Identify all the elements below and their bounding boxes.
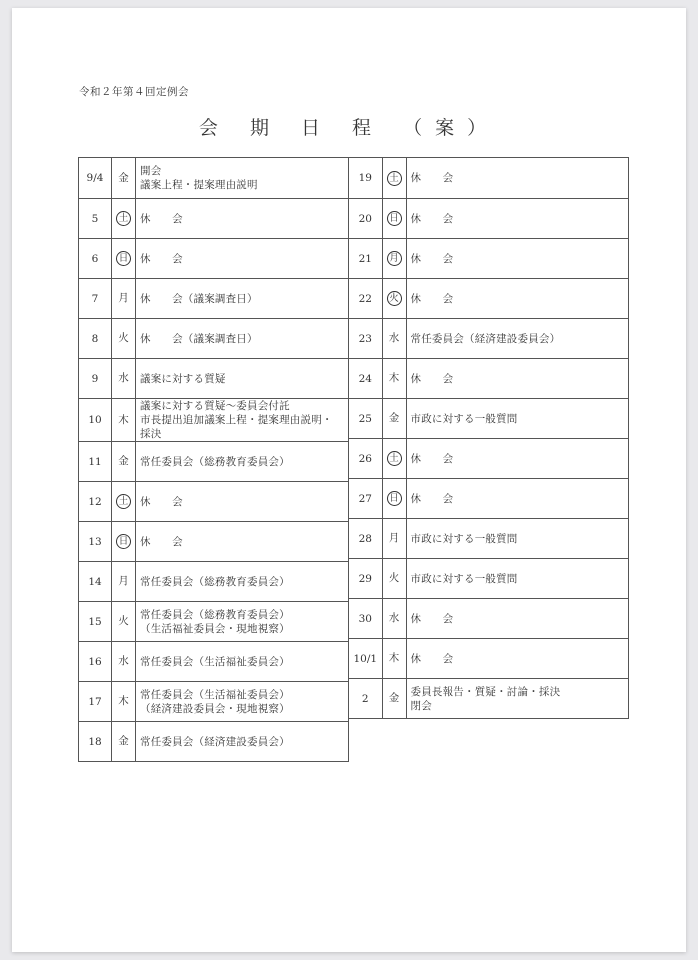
day-cell: 14 xyxy=(79,562,112,602)
event-text: 常任委員会（総務教育委員会） xyxy=(140,455,290,468)
holiday-weekday-mark: 土 xyxy=(116,494,131,509)
weekday-cell xyxy=(382,519,406,559)
weekday-label: 水 xyxy=(388,332,400,344)
schedule-row xyxy=(349,479,629,519)
day-cell: 19 xyxy=(349,158,382,199)
schedule-row xyxy=(349,199,629,239)
event-cell xyxy=(406,319,629,359)
weekday-cell xyxy=(382,559,406,599)
weekday-label: 木 xyxy=(388,652,400,664)
event-cell xyxy=(406,439,629,479)
event-text: 常任委員会（経済建設委員会） xyxy=(410,332,561,345)
weekday-cell xyxy=(382,199,406,239)
weekday-cell xyxy=(112,442,136,482)
event-cell xyxy=(406,359,629,399)
day-cell: 24 xyxy=(349,359,382,399)
holiday-weekday-mark: 月 xyxy=(387,251,402,266)
event-text: 休 会 xyxy=(410,492,454,505)
event-text: 開会 xyxy=(140,165,162,177)
weekday-label: 金 xyxy=(388,412,400,424)
schedule-row xyxy=(79,199,349,239)
holiday-weekday-mark: 土 xyxy=(387,451,402,466)
schedule-row xyxy=(79,642,349,682)
event-text: （経済建設委員会・現地視察） xyxy=(140,702,290,715)
weekday-label: 水 xyxy=(118,372,129,384)
schedule-row xyxy=(79,522,349,562)
event-text: 休 会 xyxy=(140,212,183,225)
day-cell: 27 xyxy=(349,479,382,519)
session-label: 令和２年第４回定例会 xyxy=(79,86,189,98)
weekday-cell xyxy=(112,482,136,522)
schedule-table-left xyxy=(78,157,349,762)
weekday-cell xyxy=(112,602,136,642)
event-cell xyxy=(406,158,629,199)
event-cell xyxy=(136,199,349,239)
weekday-cell xyxy=(112,522,136,562)
event-cell xyxy=(136,239,349,279)
weekday-cell xyxy=(112,722,136,762)
weekday-cell xyxy=(382,479,406,519)
day-cell: 20 xyxy=(349,199,382,239)
event-text: 休 会 xyxy=(410,172,454,184)
weekday-cell xyxy=(382,279,406,319)
weekday-cell xyxy=(112,562,136,602)
day-cell: 26 xyxy=(349,439,382,479)
weekday-label: 金 xyxy=(118,455,129,467)
event-cell xyxy=(136,279,349,319)
schedule-row xyxy=(349,319,629,359)
event-cell xyxy=(406,399,629,439)
day-cell: 10 xyxy=(79,399,112,442)
schedule-row xyxy=(79,682,349,722)
event-text: 常任委員会（総務教育委員会） xyxy=(140,608,290,621)
schedule-row xyxy=(349,158,629,199)
weekday-cell xyxy=(112,682,136,722)
day-cell: 21 xyxy=(349,239,382,279)
weekday-cell xyxy=(382,679,406,719)
event-cell xyxy=(406,679,629,719)
event-cell xyxy=(406,479,629,519)
event-text: 閉会 xyxy=(410,699,432,712)
day-cell: 6 xyxy=(79,239,112,279)
weekday-cell xyxy=(382,158,406,199)
day-cell: 12 xyxy=(79,482,112,522)
schedule-row xyxy=(349,239,629,279)
event-text: 休 会 xyxy=(410,452,454,465)
event-text: 議案に対する質疑～委員会付託 xyxy=(140,400,290,412)
schedule-row xyxy=(349,639,629,679)
event-text: 常任委員会（総務教育委員会） xyxy=(140,575,290,588)
event-text: 休 会（議案調査日） xyxy=(140,292,258,305)
event-cell xyxy=(406,199,629,239)
schedule-row xyxy=(349,359,629,399)
event-cell xyxy=(406,279,629,319)
day-cell: 18 xyxy=(79,722,112,762)
weekday-cell xyxy=(112,319,136,359)
weekday-cell xyxy=(382,359,406,399)
schedule-row xyxy=(349,679,629,719)
event-text: 市長提出追加議案上程・提案理由説明・ xyxy=(140,414,333,426)
weekday-cell xyxy=(112,642,136,682)
schedule-row xyxy=(79,399,349,442)
weekday-label: 水 xyxy=(118,655,129,667)
event-cell xyxy=(406,599,629,639)
event-text: 議案上程・提案理由説明 xyxy=(140,179,258,191)
holiday-weekday-mark: 日 xyxy=(387,211,402,226)
page-title: 会 期 日 程 （案） xyxy=(198,117,500,139)
weekday-label: 木 xyxy=(118,413,129,426)
holiday-weekday-mark: 日 xyxy=(116,251,131,266)
event-text: 議案に対する質疑 xyxy=(140,372,226,385)
weekday-label: 金 xyxy=(118,171,129,184)
schedule-table-right xyxy=(349,157,629,719)
weekday-label: 金 xyxy=(118,735,129,747)
event-cell xyxy=(406,639,629,679)
event-text: 委員長報告・質疑・討論・採決 xyxy=(410,685,561,698)
event-text: 市政に対する一般質問 xyxy=(410,572,518,585)
event-cell xyxy=(136,359,349,399)
weekday-cell xyxy=(382,439,406,479)
day-cell: 28 xyxy=(349,519,382,559)
schedule-row xyxy=(79,279,349,319)
weekday-label: 月 xyxy=(388,532,400,544)
day-cell: 23 xyxy=(349,319,382,359)
weekday-label: 火 xyxy=(118,615,129,627)
schedule-row xyxy=(349,519,629,559)
day-cell: 15 xyxy=(79,602,112,642)
event-cell xyxy=(136,722,349,762)
holiday-weekday-mark: 火 xyxy=(387,291,402,306)
day-cell: 5 xyxy=(79,199,112,239)
event-text: 採決 xyxy=(140,428,162,440)
day-cell: 2 xyxy=(349,679,382,719)
holiday-weekday-mark: 土 xyxy=(387,171,402,186)
schedule-row xyxy=(79,158,349,199)
day-cell: 13 xyxy=(79,522,112,562)
weekday-cell xyxy=(112,359,136,399)
event-cell xyxy=(136,682,349,722)
weekday-label: 水 xyxy=(388,612,400,624)
schedule-row xyxy=(349,559,629,599)
event-cell xyxy=(136,642,349,682)
day-cell: 7 xyxy=(79,279,112,319)
day-cell: 22 xyxy=(349,279,382,319)
event-cell xyxy=(406,519,629,559)
day-cell: 16 xyxy=(79,642,112,682)
event-text: 市政に対する一般質問 xyxy=(410,412,518,425)
weekday-label: 月 xyxy=(118,292,129,304)
schedule-row xyxy=(79,319,349,359)
event-text: 休 会 xyxy=(140,535,183,548)
day-cell: 17 xyxy=(79,682,112,722)
weekday-cell xyxy=(382,639,406,679)
event-cell xyxy=(136,562,349,602)
event-cell xyxy=(136,602,349,642)
event-cell xyxy=(136,319,349,359)
schedule-row xyxy=(349,399,629,439)
weekday-cell xyxy=(112,158,136,199)
event-text: 市政に対する一般質問 xyxy=(410,532,518,545)
weekday-label: 火 xyxy=(118,332,129,344)
weekday-label: 月 xyxy=(118,575,129,587)
event-text: 休 会 xyxy=(140,495,183,508)
schedule-row xyxy=(79,442,349,482)
event-text: 休 会 xyxy=(410,212,454,225)
event-text: 休 会 xyxy=(410,292,454,305)
event-text: 休 会（議案調査日） xyxy=(140,332,258,345)
day-cell: 30 xyxy=(349,599,382,639)
day-cell: 8 xyxy=(79,319,112,359)
schedule-row xyxy=(349,439,629,479)
weekday-label: 木 xyxy=(388,372,400,384)
day-cell: 9 xyxy=(79,359,112,399)
day-cell: 25 xyxy=(349,399,382,439)
schedule-row xyxy=(349,599,629,639)
event-cell xyxy=(136,442,349,482)
day-cell: 11 xyxy=(79,442,112,482)
event-text: （生活福祉委員会・現地視察） xyxy=(140,622,290,635)
weekday-label: 金 xyxy=(388,692,400,704)
event-cell xyxy=(136,158,349,199)
event-text: 休 会 xyxy=(410,652,454,665)
holiday-weekday-mark: 日 xyxy=(387,491,402,506)
event-text: 休 会 xyxy=(410,252,454,265)
event-cell xyxy=(136,522,349,562)
holiday-weekday-mark: 日 xyxy=(116,534,131,549)
weekday-cell xyxy=(112,239,136,279)
day-cell: 29 xyxy=(349,559,382,599)
weekday-cell xyxy=(112,199,136,239)
weekday-cell xyxy=(382,319,406,359)
event-cell xyxy=(136,399,349,442)
event-text: 常任委員会（経済建設委員会） xyxy=(140,735,290,748)
holiday-weekday-mark: 土 xyxy=(116,211,131,226)
schedule-row xyxy=(79,722,349,762)
weekday-cell xyxy=(112,279,136,319)
weekday-cell xyxy=(382,399,406,439)
weekday-cell xyxy=(112,399,136,442)
event-cell xyxy=(406,239,629,279)
event-text: 常任委員会（生活福祉委員会） xyxy=(140,655,290,668)
day-cell: 9/4 xyxy=(79,158,112,199)
event-cell xyxy=(136,482,349,522)
event-cell xyxy=(406,559,629,599)
event-text: 常任委員会（生活福祉委員会） xyxy=(140,688,290,701)
schedule-row xyxy=(79,482,349,522)
event-text: 休 会 xyxy=(410,372,454,385)
weekday-label: 木 xyxy=(118,695,129,707)
event-text: 休 会 xyxy=(140,252,183,265)
event-text: 休 会 xyxy=(410,612,454,625)
schedule-row xyxy=(79,562,349,602)
schedule-row xyxy=(79,602,349,642)
schedule-row xyxy=(349,279,629,319)
schedule-row xyxy=(79,239,349,279)
weekday-label: 火 xyxy=(388,572,400,584)
day-cell: 10/1 xyxy=(349,639,382,679)
schedule-row xyxy=(79,359,349,399)
weekday-cell xyxy=(382,239,406,279)
weekday-cell xyxy=(382,599,406,639)
